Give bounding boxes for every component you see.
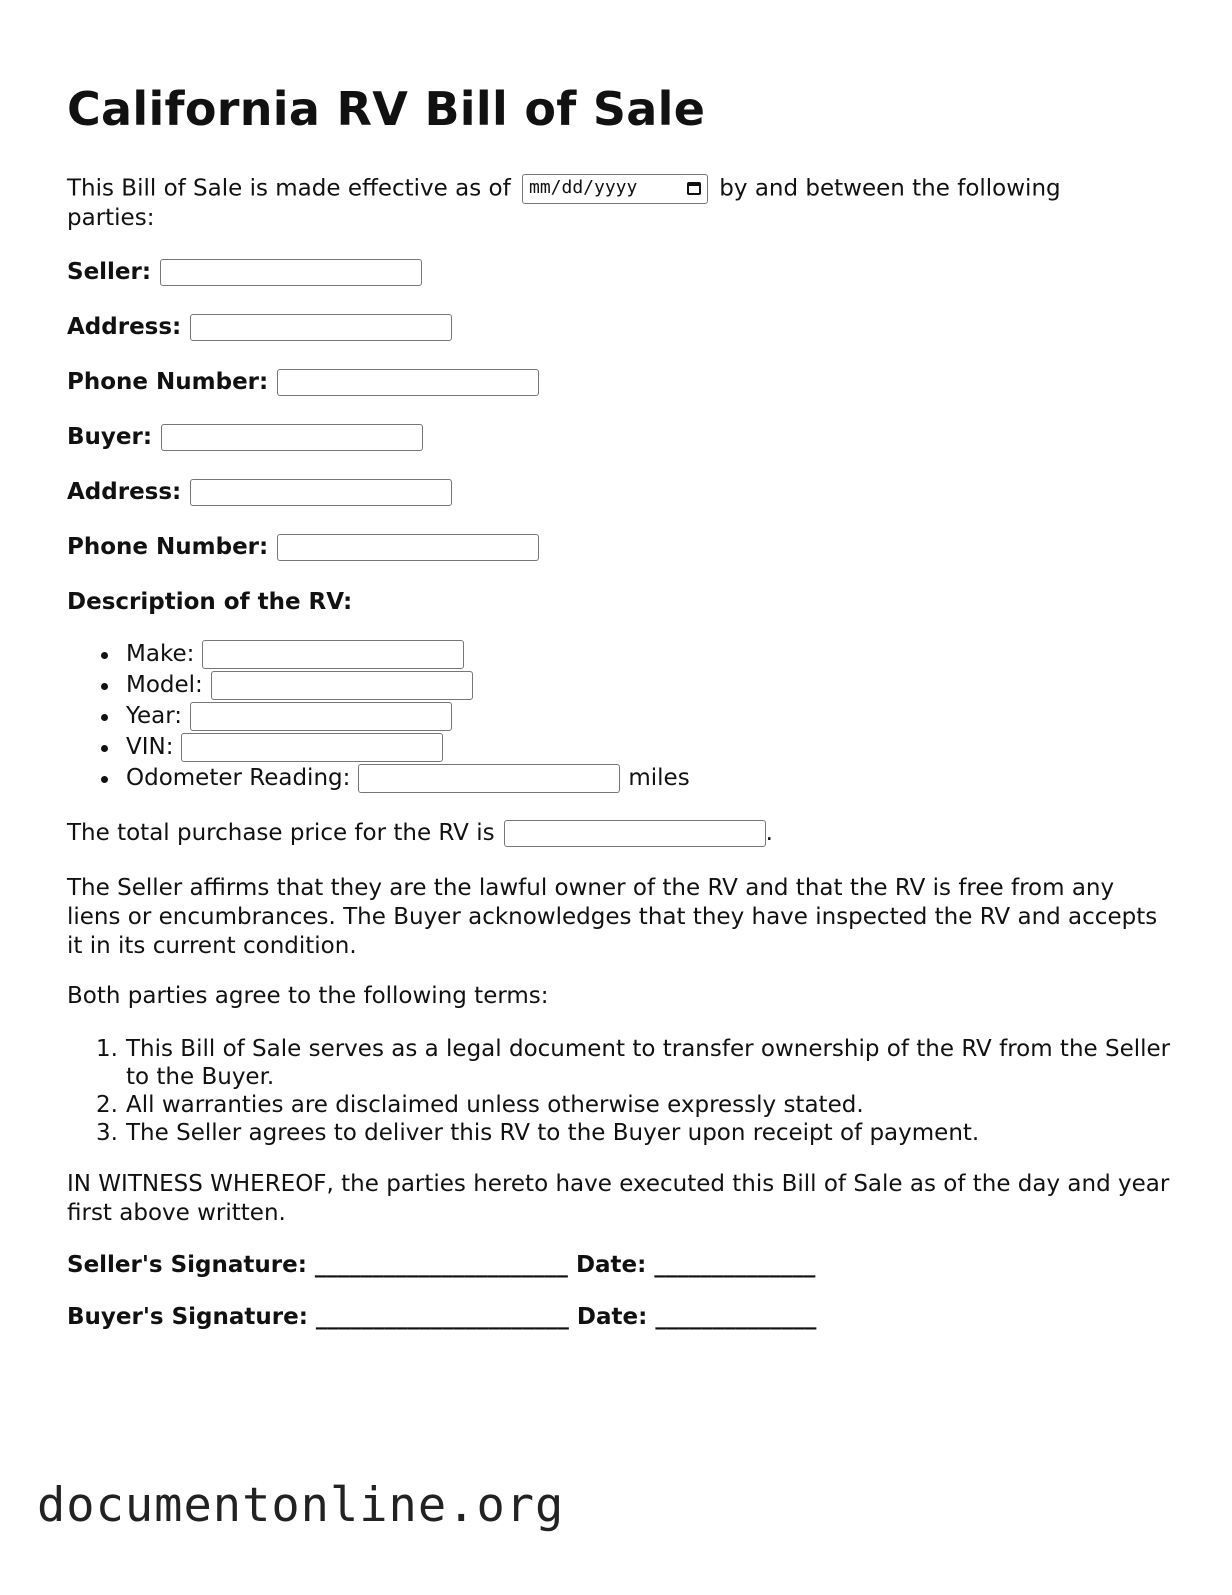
rv-description-list [67, 639, 690, 794]
odometer-input[interactable] [358, 764, 620, 793]
term-text: This Bill of Sale serves as a legal document to transfer ownership of the RV from the Seller to the Buyer. [126, 1036, 1171, 1090]
buyer-address-label: Address: [67, 479, 182, 505]
calendar-icon[interactable] [687, 182, 701, 195]
intro-text-before: This Bill of Sale is made effective as of [67, 175, 511, 202]
witness-paragraph: IN WITNESS WHEREOF, the parties hereto have executed this Bill of Sale as of the day and year first above written. [67, 1171, 1170, 1226]
price-row [67, 819, 773, 848]
seller-label: Seller: [67, 259, 152, 285]
term-text: The Seller agrees to deliver this RV to the Buyer upon receipt of payment. [126, 1120, 980, 1146]
list-item [67, 670, 690, 701]
term-number: 1. [96, 1036, 118, 1062]
list-item [67, 763, 690, 794]
buyer-label: Buyer: [67, 424, 153, 450]
page-title: California RV Bill of Sale [67, 82, 706, 136]
description-heading-row [67, 588, 352, 617]
price-suffix: . [765, 820, 773, 846]
term-text: All warranties are disclaimed unless otherwise expressly stated. [126, 1092, 864, 1118]
terms-list [67, 1035, 1172, 1147]
date-placeholder: mm/dd/yyyy [528, 177, 638, 198]
seller-address-label: Address: [67, 314, 182, 340]
description-heading: Description of the RV: [67, 589, 353, 615]
buyer-phone-label: Phone Number: [67, 534, 269, 560]
model-input[interactable] [211, 671, 473, 700]
list-item [67, 1119, 1172, 1147]
year-input[interactable] [190, 702, 452, 731]
seller-name-input[interactable] [160, 259, 422, 286]
seller-phone-input[interactable] [277, 369, 539, 396]
year-label: Year: [126, 703, 183, 729]
seller-address-input[interactable] [190, 314, 452, 341]
make-input[interactable] [202, 640, 464, 669]
odometer-label: Odometer Reading: [126, 765, 351, 791]
seller-address-row [67, 313, 452, 342]
buyer-phone-row [67, 533, 539, 562]
list-item [67, 732, 690, 763]
seller-phone-label: Phone Number: [67, 369, 269, 395]
term-number: 2. [96, 1092, 118, 1118]
price-text: The total purchase price for the RV is [67, 820, 495, 846]
intro-text-after: by and between the following [719, 175, 1061, 202]
list-item [67, 1035, 1172, 1091]
term-number: 3. [96, 1120, 118, 1146]
buyer-phone-input[interactable] [277, 534, 539, 561]
model-label: Model: [126, 672, 203, 698]
buyer-name-row [67, 423, 423, 452]
buyer-address-row [67, 478, 452, 507]
list-item [67, 639, 690, 670]
vin-input[interactable] [181, 733, 443, 762]
seller-phone-row [67, 368, 539, 397]
buyer-name-input[interactable] [161, 424, 423, 451]
affirmation-paragraph: The Seller affirms that they are the lawful owner of the RV and that the RV is free from any liens or encumbrances. The Buyer acknowledges that they have inspected the RV and accepts it in its current condition. [67, 875, 1158, 959]
terms-intro: Both parties agree to the following terms: [67, 983, 549, 1009]
seller-name-row [67, 258, 422, 287]
intro-paragraph [67, 174, 1172, 233]
vin-label: VIN: [126, 734, 174, 760]
buyer-signature-line: Buyer's Signature: ______________________ Date: ______________ [67, 1304, 817, 1330]
watermark: documentonline.org [37, 1478, 565, 1533]
odometer-unit: miles [628, 765, 690, 791]
seller-signature-line: Seller's Signature: ______________________ Date: ______________ [67, 1252, 816, 1278]
list-item [67, 1091, 1172, 1119]
list-item [67, 701, 690, 732]
buyer-address-input[interactable] [190, 479, 452, 506]
intro-text-parties: parties: [67, 205, 155, 231]
price-input[interactable] [504, 820, 766, 847]
make-label: Make: [126, 641, 195, 667]
effective-date-input[interactable] [522, 174, 708, 204]
